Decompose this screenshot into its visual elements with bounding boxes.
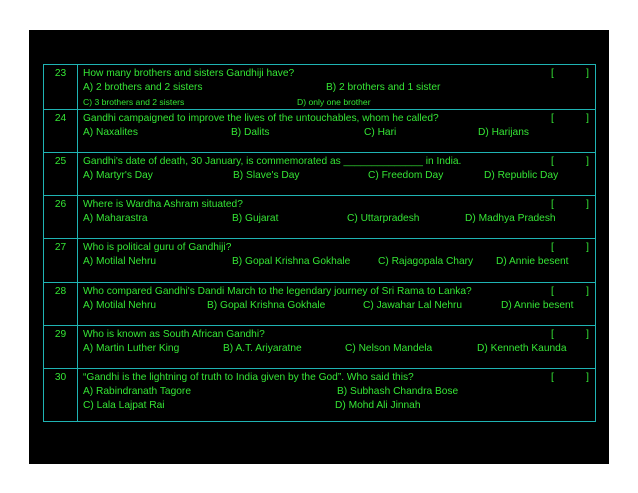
question-row-28 [44,283,596,326]
option-a: A) Naxalites [83,127,138,138]
question-body [78,153,596,196]
question-table [43,64,596,422]
question-row-25 [44,153,596,196]
option-b: B) 2 brothers and 1 sister [326,82,441,93]
option-a: A) Martyr's Day [83,170,153,181]
question-number: 26 [44,196,78,239]
option-d: D) Mohd Ali Jinnah [335,400,421,411]
question-row-23 [44,65,596,110]
option-c: C) 3 brothers and 2 sisters [83,97,185,107]
question-number: 23 [44,65,78,110]
question-body [78,283,596,326]
question-number: 28 [44,283,78,326]
option-c: C) Nelson Mandela [345,343,433,354]
question-body [78,326,596,369]
answer-box[interactable]: [ ] [551,199,589,210]
question-row-24 [44,110,596,153]
option-d: D) Annie besent [501,300,574,311]
question-number: 30 [44,369,78,422]
option-d: D) Republic Day [484,170,559,181]
option-c: C) Freedom Day [368,170,444,181]
option-c: C) Uttarpradesh [347,213,420,224]
question-text: Gandhi campaigned to improve the lives of the untouchables, whom he called? [83,113,439,124]
question-text: “Gandhi is the lightning of truth to India given by the God”. Who said this? [83,372,414,383]
option-a: A) Rabindranath Tagore [83,386,191,397]
question-number: 27 [44,239,78,283]
option-c: C) Jawahar Lal Nehru [363,300,463,311]
question-row-30 [44,369,596,422]
option-b: B) Subhash Chandra Bose [337,386,459,397]
option-c: C) Hari [364,127,397,138]
question-row-29 [44,326,596,369]
option-c: C) Rajagopala Chary [378,256,474,267]
option-b: B) A.T. Ariyaratne [223,343,302,354]
question-number: 24 [44,110,78,153]
option-b: B) Dalits [231,127,270,138]
question-text: How many brothers and sisters Gandhiji have? [83,68,295,79]
question-row-26 [44,196,596,239]
question-number: 25 [44,153,78,196]
question-number: 29 [44,326,78,369]
option-b: B) Slave's Day [233,170,300,181]
answer-box[interactable]: [ ] [551,286,589,297]
quiz-slide [29,30,609,464]
question-row-27 [44,239,596,283]
question-body [78,65,596,110]
option-b: B) Gopal Krishna Gokhale [207,300,326,311]
option-b: B) Gopal Krishna Gokhale [232,256,351,267]
question-text: Who compared Gandhi's Dandi March to the legendary journey of Sri Rama to Lanka? [83,286,472,297]
question-text: Who is known as South African Gandhi? [83,329,265,340]
question-body [78,369,596,422]
question-text: Gandhi's date of death, 30 January, is commemorated as ______________ in India. [83,156,462,167]
answer-box[interactable]: [ ] [551,113,589,124]
option-a: A) 2 brothers and 2 sisters [83,82,203,93]
option-d: D) only one brother [297,97,371,107]
answer-box[interactable]: [ ] [551,68,589,79]
question-body [78,110,596,153]
option-a: A) Motilal Nehru [83,256,157,267]
option-d: D) Harijans [478,127,529,138]
question-text: Who is political guru of Gandhiji? [83,242,232,253]
option-d: D) Annie besent [496,256,569,267]
answer-box[interactable]: [ ] [551,242,589,253]
option-a: A) Martin Luther King [83,343,180,354]
answer-box[interactable]: [ ] [551,156,589,167]
option-d: D) Madhya Pradesh [465,213,556,224]
option-a: A) Motilal Nehru [83,300,157,311]
option-b: B) Gujarat [232,213,279,224]
option-a: A) Maharastra [83,213,148,224]
answer-box[interactable]: [ ] [551,329,589,340]
question-text: Where is Wardha Ashram situated? [83,199,243,210]
option-c: C) Lala Lajpat Rai [83,400,165,411]
answer-box[interactable]: [ ] [551,372,589,383]
question-body [78,196,596,239]
option-d: D) Kenneth Kaunda [477,343,567,354]
question-body [78,239,596,283]
